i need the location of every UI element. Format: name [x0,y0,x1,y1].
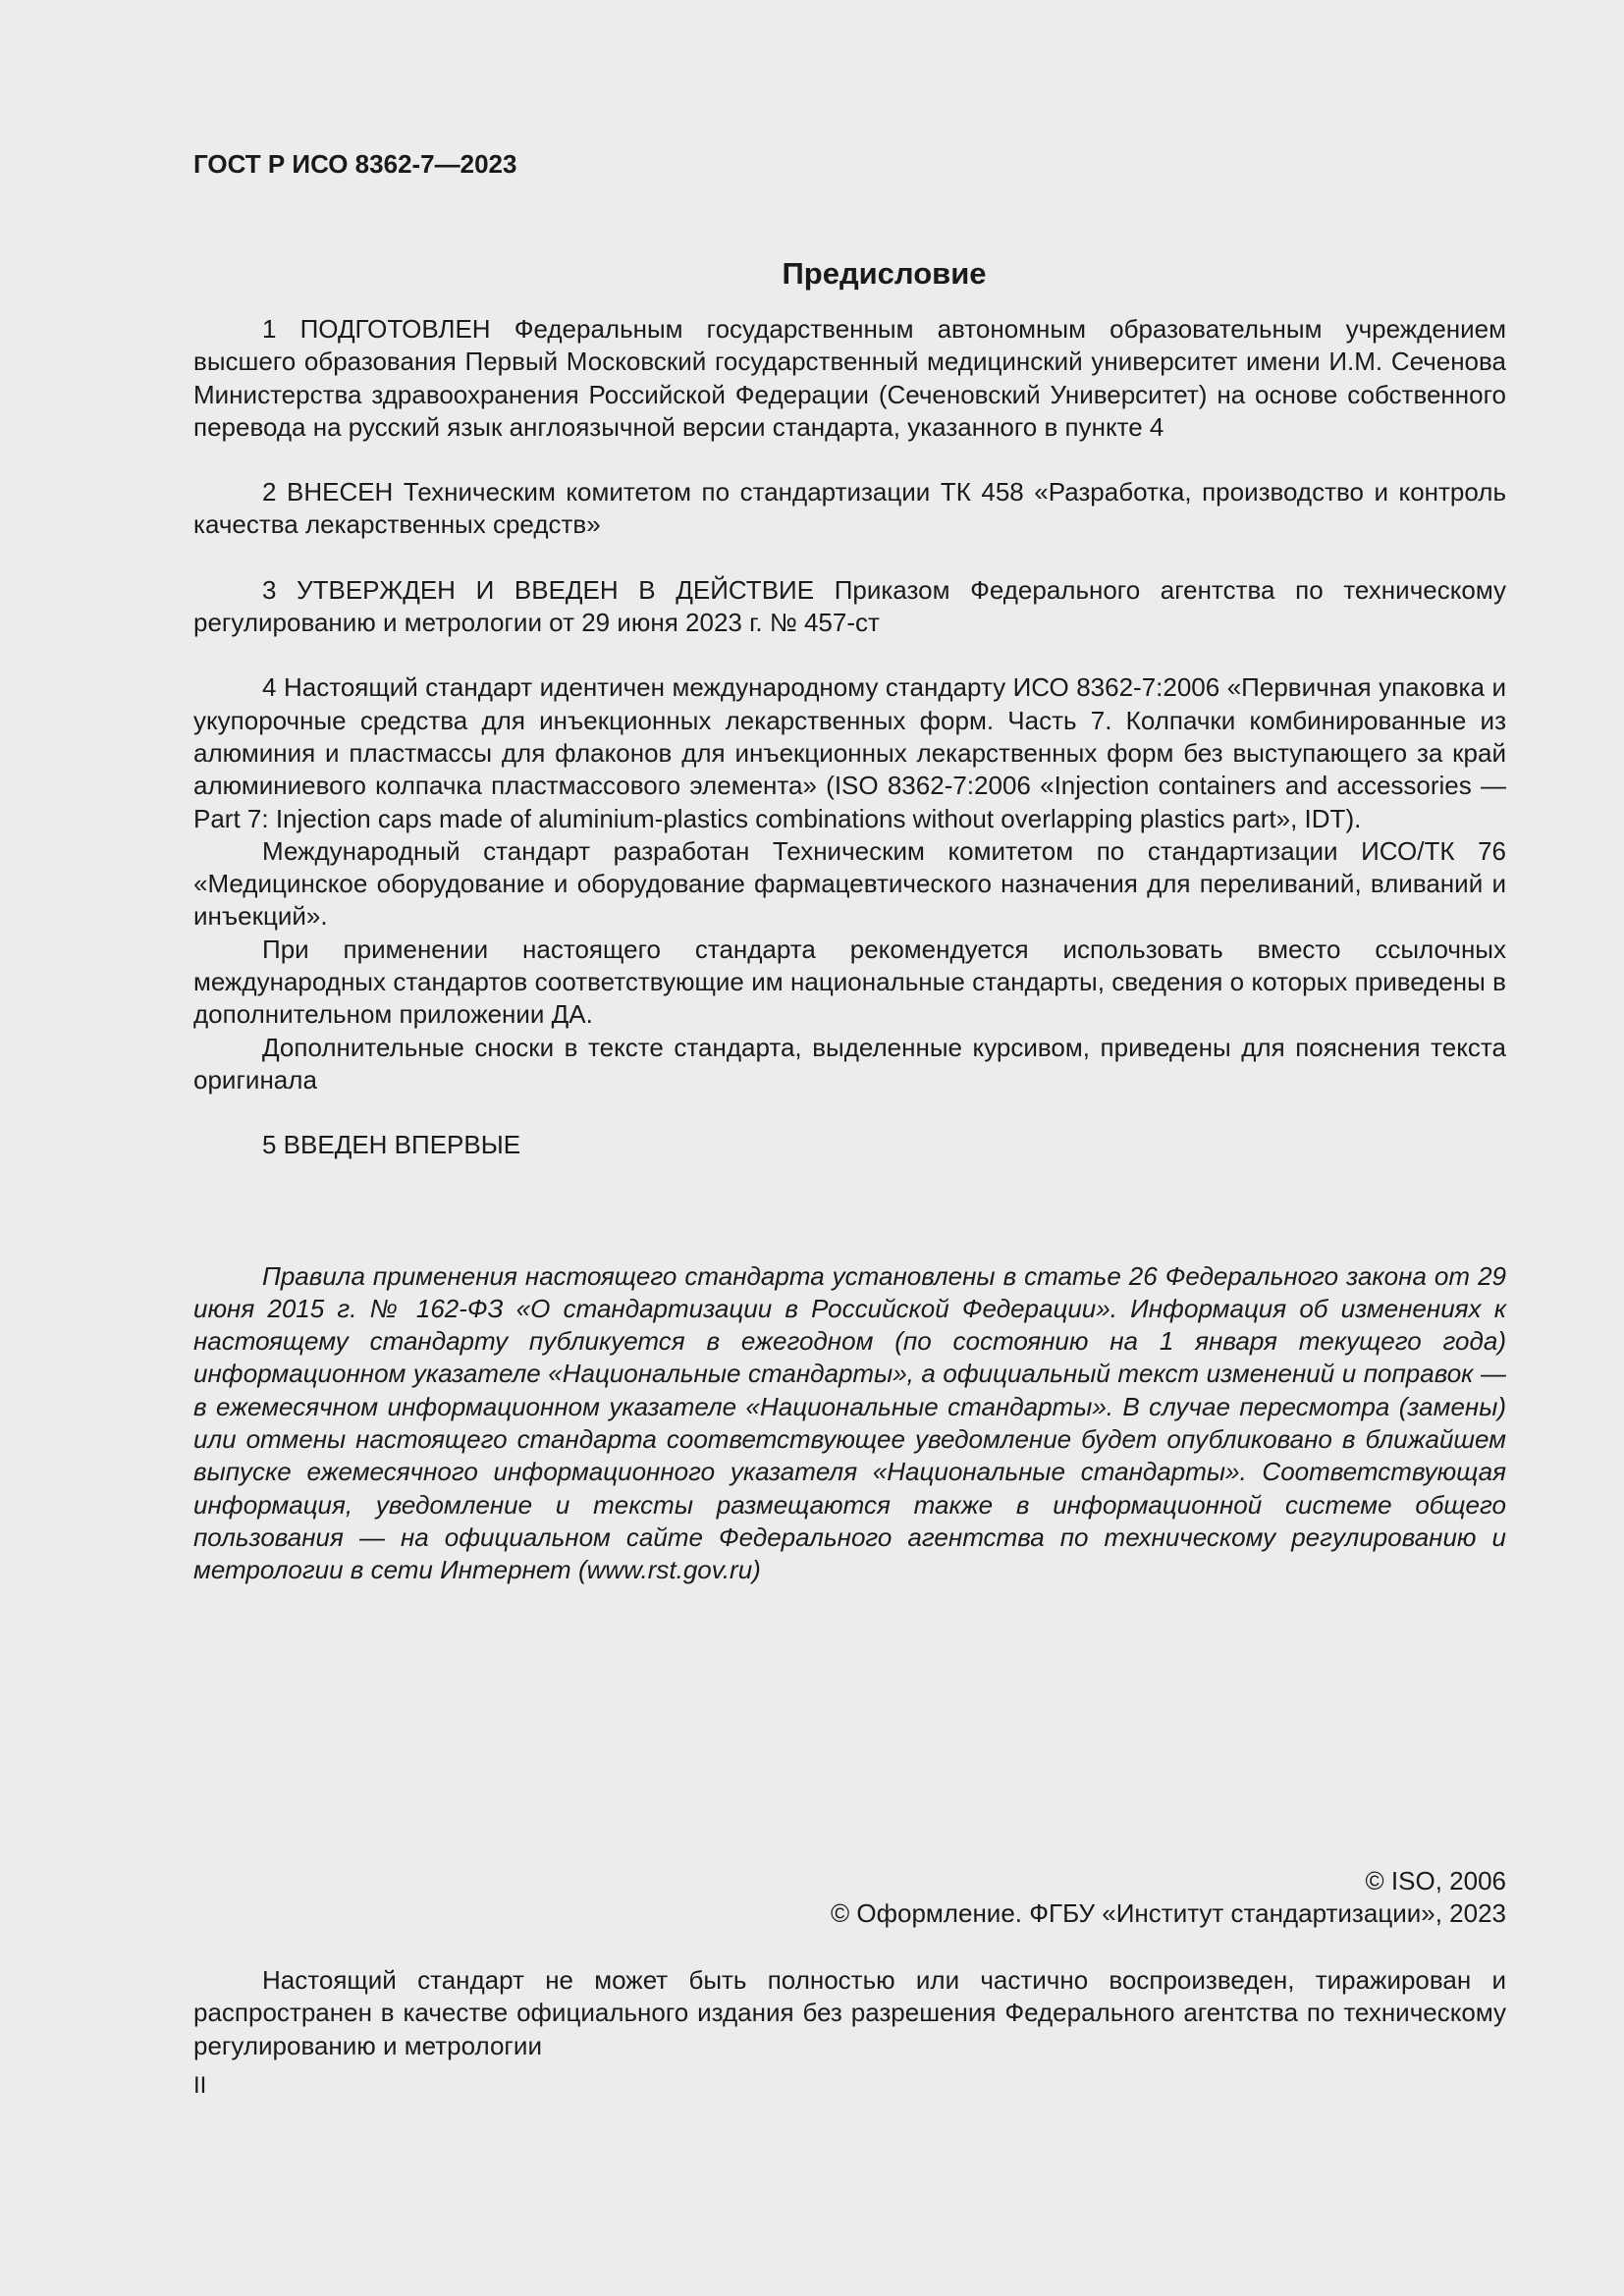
application-rules-notice: Правила применения настоящего стандарта установлены в статье 26 Федерального закона от 29 июня 2015 г. № 162-ФЗ «О стандартизации в Российской Федерации». Информация об изменениях к настоящему стандарту публикуется в ежегодном (по состоянию на 1 января текущего года) информационном указателе «Национальные стандарты», а официальный текст изменений и поправок — в ежемесячном информационном указателе «Национальные стандарты». В случае пересмотра (замены) или отмены настоящего стандарта соответствующее уведомление будет опубликовано в ближайшем выпуске ежемесячного информационного указателя «Национальные стандарты». Соответствующая информация, уведомление и тексты размещаются также в информационной системе общего пользования — на официальном сайте Федерального агентства по техническому регулированию и метрологии в сети Интернет (www.rst.gov.ru) [193,1260,1506,1585]
page-number: II [193,2072,207,2099]
paragraph-national-standards: При применении настоящего стандарта рекомендуется использовать вместо ссылочных международных стандартов соответствующие им национальные стандарты, сведения о которых приведены в дополнительном приложении ДА. [193,934,1506,1030]
copyright-iso: © ISO, 2006 [1365,1866,1506,1896]
document-page [193,147,1506,2099]
paragraph-introduced: 5 ВВЕДЕН ВПЕРВЫЕ [262,1130,521,1160]
page-title: Предисловие [782,256,987,291]
paragraph-submitted: 2 ВНЕСЕН Техническим комитетом по стандартизации ТК 458 «Разработка, производство и контроль качества лекарственных средств» [193,477,1506,540]
paragraph-footnotes: Дополнительные сноски в тексте стандарта, выделенные курсивом, приведены для пояснения текста оригинала [193,1032,1506,1095]
copyright-block [831,1865,1506,1930]
paragraph-approved: 3 УТВЕРЖДЕН И ВВЕДЕН В ДЕЙСТВИЕ Приказом Федерального агентства по техническому регулированию и метрологии от 29 июня 2023 г. № 457-ст [193,574,1506,638]
reproduction-notice: Настоящий стандарт не может быть полностью или частично воспроизведен, тиражирован и распространен в качестве официального издания без разрешения Федерального агентства по техническому регулированию и метрологии [193,1965,1506,2060]
paragraph-identical: 4 Настоящий стандарт идентичен международному стандарту ИСО 8362-7:2006 «Первичная упаковка и укупорочные средства для инъекционных лекарственных форм. Часть 7. Колпачки комбинированные из алюминия и пластмассы для флаконов для инъекционных лекарственных форм без выступающего за край алюминиевого колпачка пластмассового элемента» (ISO 8362-7:2006 «Injection containers and accessories — Part 7: Injection caps made of aluminium-plastics combinations without overlapping plastics part», IDT). [193,672,1506,833]
paragraph-prepared: 1 ПОДГОТОВЛЕН Федеральным государственным автономным образовательным учреждением высшего образования Первый Московский государственный медицинский университет имени И.М. Сеченова Министерства здравоохранения Российской Федерации (Сеченовский Университет) на основе собственного перевода на русский язык англоязычной версии стандарта, указанного в пункте 4 [193,314,1506,442]
document-code: ГОСТ Р ИСО 8362-7—2023 [193,149,517,179]
paragraph-international-committee: Международный стандарт разработан Техническим комитетом по стандартизации ИСО/ТК 76 «Медицинское оборудование и оборудование фармацевтического назначения для переливаний, вливаний и инъекций». [193,835,1506,932]
copyright-design: © Оформление. ФГБУ «Институт стандартизации», 2023 [831,1898,1506,1928]
